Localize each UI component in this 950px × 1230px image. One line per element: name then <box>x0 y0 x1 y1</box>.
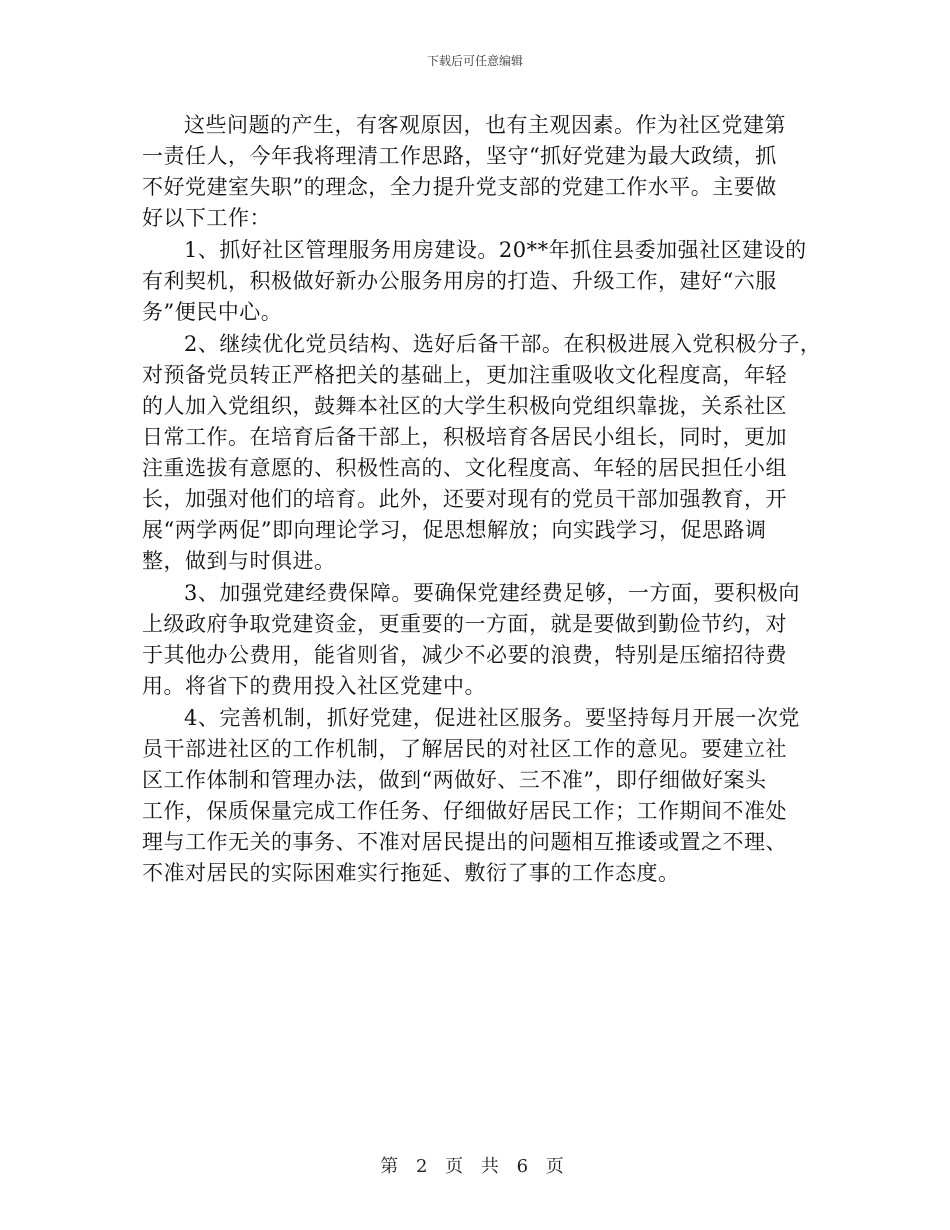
text-line: 员干部进社区的工作机制，了解居民的对社区工作的意见。要建立社 <box>142 737 787 761</box>
text-line: 这些问题的产生，有客观原因，也有主观因素。作为社区党建第 <box>184 113 786 137</box>
text-line: 日常工作。在培育后备干部上，积极培育各居民小组长，同时，更加 <box>142 425 787 449</box>
paragraph-item-1 <box>142 235 810 328</box>
text-line: 工作，保质保量完成工作任务、仔细做好居民工作；工作期间不准处 <box>142 799 787 823</box>
paragraph-intro <box>142 110 810 234</box>
paragraph-item-3 <box>142 578 810 702</box>
text-line: 于其他办公费用，能省则省，减少不必要的浪费，特别是压缩招待费 <box>142 643 787 667</box>
text-line: 用。将省下的费用投入社区党建中。 <box>142 674 486 698</box>
text-line: 不准对居民的实际困难实行拖延、敷衍了事的工作态度。 <box>142 861 680 885</box>
text-line: 注重选拔有意愿的、积极性高的、文化程度高、年轻的居民担任小组 <box>142 456 787 480</box>
text-line: 一责任人，今年我将理清工作思路，坚守“抓好党建为最大政绩，抓 <box>142 144 777 168</box>
page-header: 下载后可任意编辑 <box>426 54 523 68</box>
text-line: 上级政府争取党建资金，更重要的一方面，就是要做到勤俭节约，对 <box>142 612 787 636</box>
text-line: 长，加强对他们的培育。此外，还要对现有的党员干部加强教育，开 <box>142 487 787 511</box>
text-line: 1、抓好社区管理服务用房建设。20**年抓住县委加强社区建设的 <box>184 238 807 262</box>
text-line: 4、完善机制，抓好党建，促进社区服务。要坚持每月开展一次党 <box>184 706 800 730</box>
paragraph-item-4 <box>142 703 810 889</box>
text-line: 理与工作无关的事务、不准对居民提出的问题相互推诿或置之不理、 <box>142 830 787 854</box>
paragraph-item-2 <box>142 329 822 577</box>
page-number: 第 2 页 共 6 页 <box>380 1156 570 1177</box>
text-line: 对预备党员转正严格把关的基础上，更加注重吸收文化程度高，年轻 <box>142 363 787 387</box>
text-line: 区工作体制和管理办法，做到“两做好、三不准”，即仔细做好案头 <box>142 768 767 792</box>
text-line: 务”便民中心。 <box>142 300 283 324</box>
text-line: 3、加强党建经费保障。要确保党建经费足够，一方面，要积极向 <box>184 581 800 605</box>
text-line: 的人加入党组织，鼓舞本社区的大学生积极向党组织靠拢，关系社区 <box>142 394 787 418</box>
text-line: 好以下工作： <box>142 206 271 230</box>
text-line: 整，做到与时俱进。 <box>142 549 336 573</box>
document-body <box>142 110 822 890</box>
text-line: 有利契机，积极做好新办公服务用房的打造、升级工作，建好“六服 <box>142 269 777 293</box>
text-line: 不好党建室失职”的理念，全力提升党支部的党建工作水平。主要做 <box>142 175 777 199</box>
text-line: 2、继续优化党员结构、选好后备干部。在积极进展入党积极分子， <box>184 332 822 356</box>
text-line: 展“两学两促”即向理论学习，促思想解放；向实践学习，促思路调 <box>142 518 767 542</box>
